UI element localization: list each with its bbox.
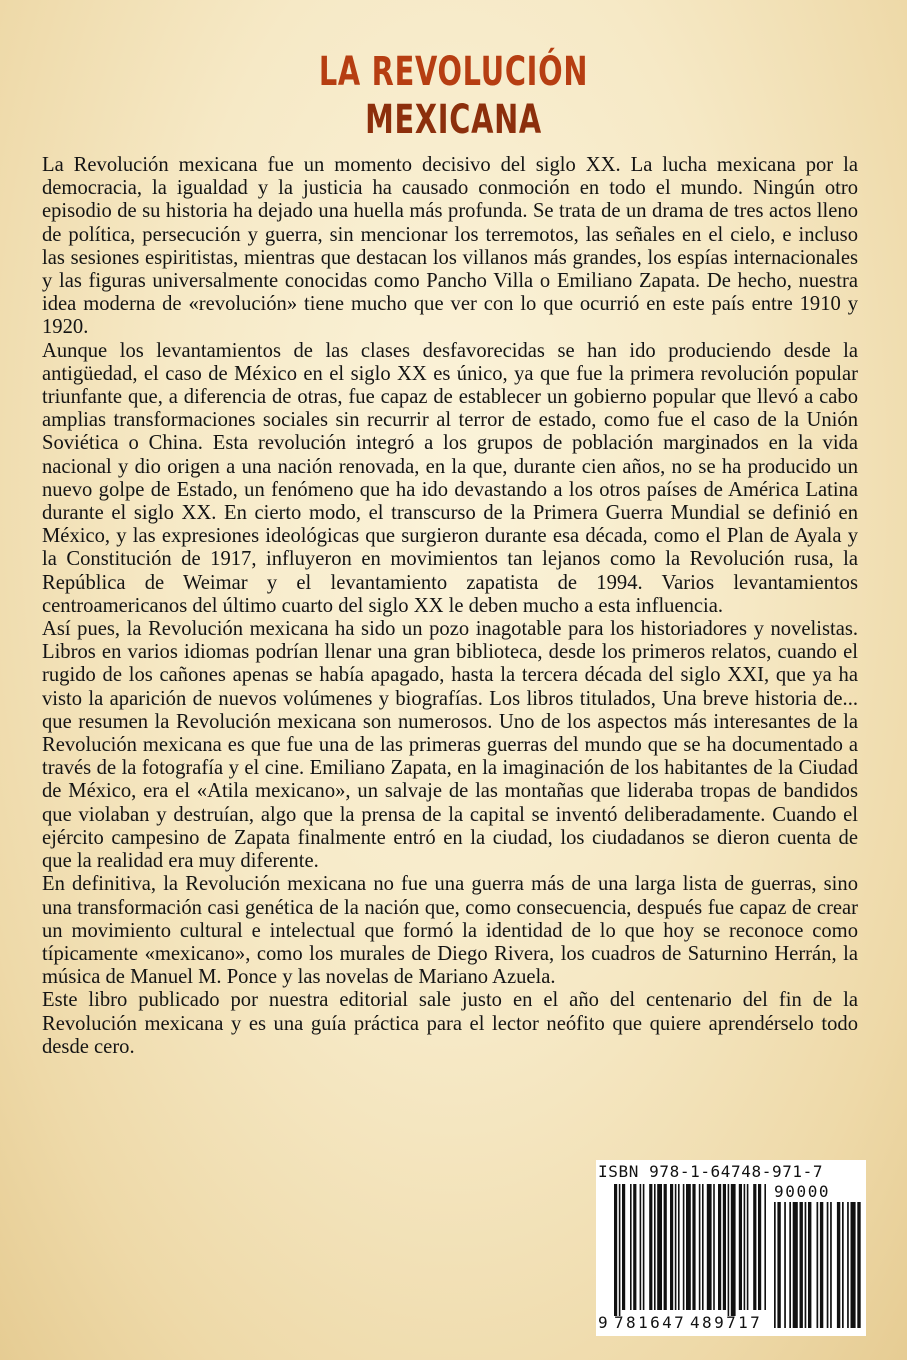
barcode-bar bbox=[622, 1184, 625, 1310]
barcode-bar bbox=[731, 1184, 736, 1316]
barcode-bar bbox=[847, 1202, 849, 1328]
barcode-bar bbox=[723, 1184, 726, 1310]
barcode-bar bbox=[633, 1184, 636, 1310]
barcode-bar bbox=[649, 1184, 652, 1310]
price-addon-code: 90000 bbox=[774, 1182, 831, 1201]
barcode-bar bbox=[805, 1202, 807, 1328]
barcode-bar bbox=[739, 1184, 742, 1310]
barcode-bar bbox=[728, 1184, 730, 1316]
title-line-1: LA REVOLUCIÓN bbox=[318, 49, 589, 95]
barcode-bar bbox=[758, 1184, 761, 1310]
barcode-digit-group-2: 489717 bbox=[690, 1313, 763, 1332]
barcode-bar bbox=[747, 1184, 749, 1310]
blurb-paragraph-1: La Revolución mexicana fue un momento decisivo del siglo XX. La lucha mexicana por la democracia, la igualdad y la justicia ha causado conmoción en todo el mundo. Ningún otro episodio de su historia ha dejado una huella más profunda. Se trata de un drama de tres actos lleno de política, persecución y guerra, sin mencionar los terremotos, las señales en el cielo, e incluso las sesiones espiritistas, mientras que destacan los villanos más grandes, los espías internacionales y las figuras universalmente conocidas como Pancho Villa o Emiliano Zapata. De hecho, nuestra idea moderna de «revolución» tiene mucho que ver con lo que ocurrió en este país entre 1910 y 1920. bbox=[42, 154, 858, 339]
barcode-bar bbox=[830, 1202, 832, 1328]
barcode-bar bbox=[837, 1202, 840, 1328]
barcode-bar bbox=[683, 1184, 685, 1310]
barcode-bar bbox=[753, 1184, 756, 1310]
barcode-bar bbox=[657, 1184, 662, 1310]
barcode-bar bbox=[789, 1202, 791, 1328]
barcode-bar bbox=[842, 1202, 844, 1328]
barcode-bar bbox=[851, 1202, 856, 1328]
isbn-label: ISBN 978-1-64748-971-7 bbox=[598, 1162, 824, 1181]
barcode-bar bbox=[744, 1184, 746, 1310]
barcode-bar bbox=[774, 1202, 776, 1328]
barcode-bar bbox=[764, 1184, 766, 1310]
barcode-bar bbox=[643, 1184, 645, 1310]
barcode-bar bbox=[699, 1184, 701, 1310]
barcode-bar bbox=[713, 1184, 715, 1310]
blurb-paragraph-2: Aunque los levantamientos de las clases desfavorecidas se han ido produciendo desde la antigüedad, el caso de México en el siglo XX es único, ya que fue la primera revolución popular triunfante que, a diferencia de otras, fue capaz de establecer un gobierno popular que llevó a cabo amplias transformaciones sociales sin recurrir al terror de estado, como fue el caso de la Unión Soviética o China. Esta revolución integró a los grupos de población marginados en la vida nacional y dio origen a una nación renovada, en la que, durante cien años, no se ha producido un nuevo golpe de Estado, un fenómeno que ha ido devastando a los otros países de América Latina durante el siglo XX. En cierto modo, el transcurso de la Primera Guerra Mundial se definió en México, y las expresiones ideológicas que surgieron durante esa década, como el Plan de Ayala y la Constitución de 1917, influyeron en movimientos tan lejanos como la Revolución rusa, la República de Weimar y el levantamiento zapatista de 1994. Varios levantamientos centroamericanos del último cuarto del siglo XX le deben mucho a esta influencia. bbox=[42, 339, 858, 617]
title-line-2: MEXICANA bbox=[365, 97, 542, 143]
blurb-paragraph-5: Este libro publicado por nuestra editorial sale justo en el año del centenario del fin de la Revolución mexicana y es una guía práctica para el lector neófito que quiere aprendérselo todo desde cero. bbox=[42, 989, 858, 1058]
barcode-bar bbox=[784, 1202, 786, 1328]
barcode-bar bbox=[675, 1184, 677, 1310]
barcode-bar bbox=[640, 1184, 642, 1310]
barcode-bar bbox=[820, 1202, 823, 1328]
barcode-bar bbox=[614, 1184, 617, 1316]
barcode-bar bbox=[800, 1202, 803, 1328]
isbn-barcode bbox=[596, 1160, 866, 1336]
barcode-digit-lead: 9 bbox=[598, 1313, 608, 1332]
barcode-bar bbox=[857, 1202, 860, 1328]
barcode-bar bbox=[654, 1184, 656, 1310]
barcode-bar bbox=[670, 1184, 673, 1310]
barcode-bar bbox=[777, 1202, 780, 1328]
barcode-bar bbox=[817, 1202, 819, 1328]
barcode-bar bbox=[707, 1184, 712, 1310]
book-title bbox=[0, 48, 907, 144]
barcode-bar bbox=[664, 1184, 667, 1310]
blurb-paragraph-4: En definitiva, la Revolución mexicana no fue una guerra más de una larga lista de guerras, sino una transformación casi genética de la nación que, como consecuencia, después fue capaz de crear un movimiento cultural e intelectual que formó la identidad de lo que hoy se reconoce como típicamente «mexicano», como los murales de Diego Rivera, los cuadros de Saturnino Herrán, la música de Manuel M. Ponce y las novelas de Mariano Azuela. bbox=[42, 873, 858, 989]
barcode-bar bbox=[793, 1202, 798, 1328]
barcode-bar bbox=[619, 1184, 621, 1316]
barcode-bar bbox=[678, 1184, 680, 1310]
barcode-digit-group-1: 781647 bbox=[614, 1313, 687, 1332]
barcode-bar bbox=[630, 1184, 632, 1310]
barcode-bar bbox=[702, 1184, 704, 1310]
barcode-bar bbox=[692, 1184, 695, 1310]
barcode-bar bbox=[827, 1202, 829, 1328]
barcode-bar bbox=[686, 1184, 691, 1310]
blurb-paragraph-3: Así pues, la Revolución mexicana ha sido un pozo inagotable para los historiadores y novelistas. Libros en varios idiomas podrían llenar una gran biblioteca, desde los primeros relatos, cuando el rugido de los cañones apenas se había apagado, hasta la tercera década del siglo XXI, que ya ha visto la aparición de nuevos volúmenes y biografías. Los libros titulados, Una breve historia de... que resumen la Revolución mexicana son numerosos. Uno de los aspectos más interesantes de la Revolución mexicana es que fue una de las primeras guerras del mundo que se ha documentado a través de la fotografía y el cine. Emiliano Zapata, en la imaginación de los habitantes de la Ciudad de México, era el «Atila mexicano», un salvaje de las montañas que lideraba tropas de bandidos que violaban y destruían, algo que la prensa de la capital se inventó deliberadamente. Cuando el ejército campesino de Zapata finalmente entró en la ciudad, los ciudadanos se dieron cuenta de que la realidad era muy diferente. bbox=[42, 618, 858, 873]
barcode-bar bbox=[808, 1202, 811, 1328]
blurb-text bbox=[42, 154, 858, 1059]
barcode-bar bbox=[718, 1184, 721, 1310]
